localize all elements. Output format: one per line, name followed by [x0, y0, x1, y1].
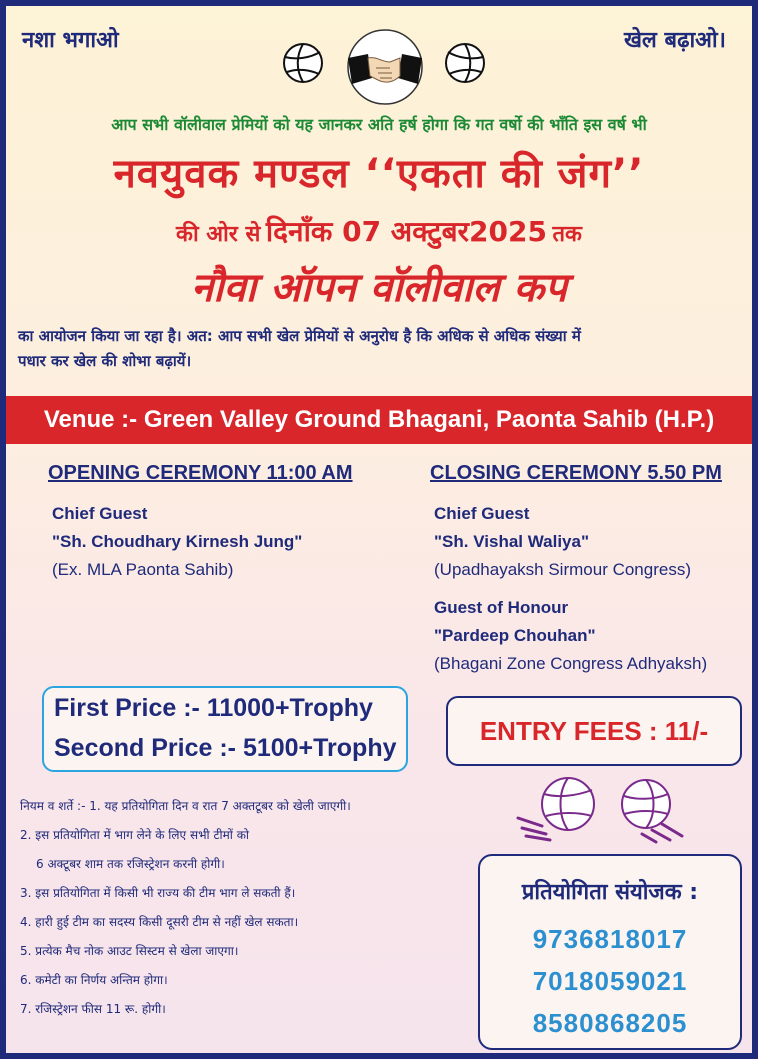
invite-text: [18, 324, 738, 374]
phone-number[interactable]: 9736818017: [532, 924, 688, 954]
rule-item: 5. प्रत्येक मैच नोक आउट सिस्टम से खेला जाएगा।: [20, 944, 239, 958]
opening-chief-name: "Sh. Choudhary Kirnesh Jung": [52, 532, 303, 551]
coordinator-title: प्रतियोगिता संयोजक :: [521, 880, 699, 905]
rule-item: 4. हारी हुई टीम का सदस्य किसी दूसरी टीम से नहीं खेल सकता।: [20, 915, 299, 929]
opening-chief-label: Chief Guest: [52, 504, 148, 523]
event-date: दिनाँक 07 अक्टुबर2025: [265, 215, 547, 248]
flying-volleyball-icon: [612, 774, 690, 844]
venue-text: Venue :- Green Valley Ground Bhagani, Paonta Sahib (H.P.): [43, 406, 715, 433]
slogan-left: नशा भगाओ: [22, 28, 119, 53]
rules-list: [20, 792, 500, 1024]
honour-label: Guest of Honour: [434, 598, 569, 617]
closing-chief-note: (Upadhayaksh Sirmour Congress): [434, 560, 691, 579]
closing-chief-label: Chief Guest: [434, 504, 530, 523]
venue-bar: [6, 396, 752, 444]
second-prize: Second Price :- 5100+Trophy: [54, 734, 397, 762]
closing-heading: CLOSING CEREMONY 5.50 PM: [430, 462, 722, 484]
invite-line: पधार कर खेल की शोभा बढ़ायें।: [18, 352, 192, 370]
entry-fees-box: [446, 696, 742, 766]
phone-number[interactable]: 7018059021: [532, 966, 688, 996]
entry-fees: ENTRY FEES : 11/-: [479, 715, 709, 746]
rule-item: 6 अक्टूबर शाम तक रजिस्ट्रेशन करनी होगी।: [36, 857, 225, 871]
opening-heading: OPENING CEREMONY 11:00 AM: [48, 462, 353, 484]
volleyball-icon: [444, 42, 486, 84]
opening-chief-note: (Ex. MLA Paonta Sahib): [52, 560, 234, 579]
cup-title: नौवा ऑपन वॉलीवाल कप: [190, 265, 568, 311]
date-prefix: की ओर से: [176, 222, 261, 247]
rule-item: 6. कमेटी का निर्णय अन्तिम होगा।: [20, 973, 168, 987]
rule-item: नियम व शर्ते :- 1. यह प्रतियोगिता दिन व रात 7 अक्तटूबर को खेली जाएगी।: [20, 799, 351, 813]
phone-number[interactable]: 8580868205: [532, 1008, 688, 1038]
honour-note: (Bhagani Zone Congress Adhyaksh): [434, 654, 708, 673]
invite-line: का आयोजन किया जा रहा है। अत: आप सभी खेल प्रेमियों से अनुरोध है कि अधिक से अधिक संख्या में: [18, 327, 581, 345]
slogan-right: खेल बढ़ाओ।: [623, 28, 726, 53]
flying-volleyball-icon: [516, 768, 596, 842]
rule-item: 7. रजिस्ट्रेशन फीस 11 रू. होगी।: [20, 1002, 166, 1016]
first-prize: First Price :- 11000+Trophy: [54, 694, 373, 722]
prize-box: [42, 686, 408, 772]
volleyball-icon: [282, 42, 324, 84]
honour-name: "Pardeep Chouhan": [434, 626, 596, 645]
intro-line: आप सभी वॉलीवाल प्रेमियों को यह जानकर अति हर्ष होगा कि गत वर्षो की भाँति इस वर्ष भी: [111, 115, 647, 134]
handshake-logo-icon: [346, 28, 424, 106]
rule-item: 2. इस प्रतियोगिता में भाग लेने के लिए सभी टीमों को: [20, 828, 250, 842]
closing-chief-name: "Sh. Vishal Waliya": [434, 532, 590, 551]
coordinator-box: [478, 854, 742, 1050]
date-line: [6, 212, 752, 250]
date-suffix: तक: [552, 222, 582, 247]
rule-item: 3. इस प्रतियोगिता में किसी भी राज्य की टीम भाग ले सकती हैं।: [20, 886, 296, 900]
organizer-title: नवयुवक मण्डल ‘‘एकता की जंग’’: [113, 151, 645, 197]
